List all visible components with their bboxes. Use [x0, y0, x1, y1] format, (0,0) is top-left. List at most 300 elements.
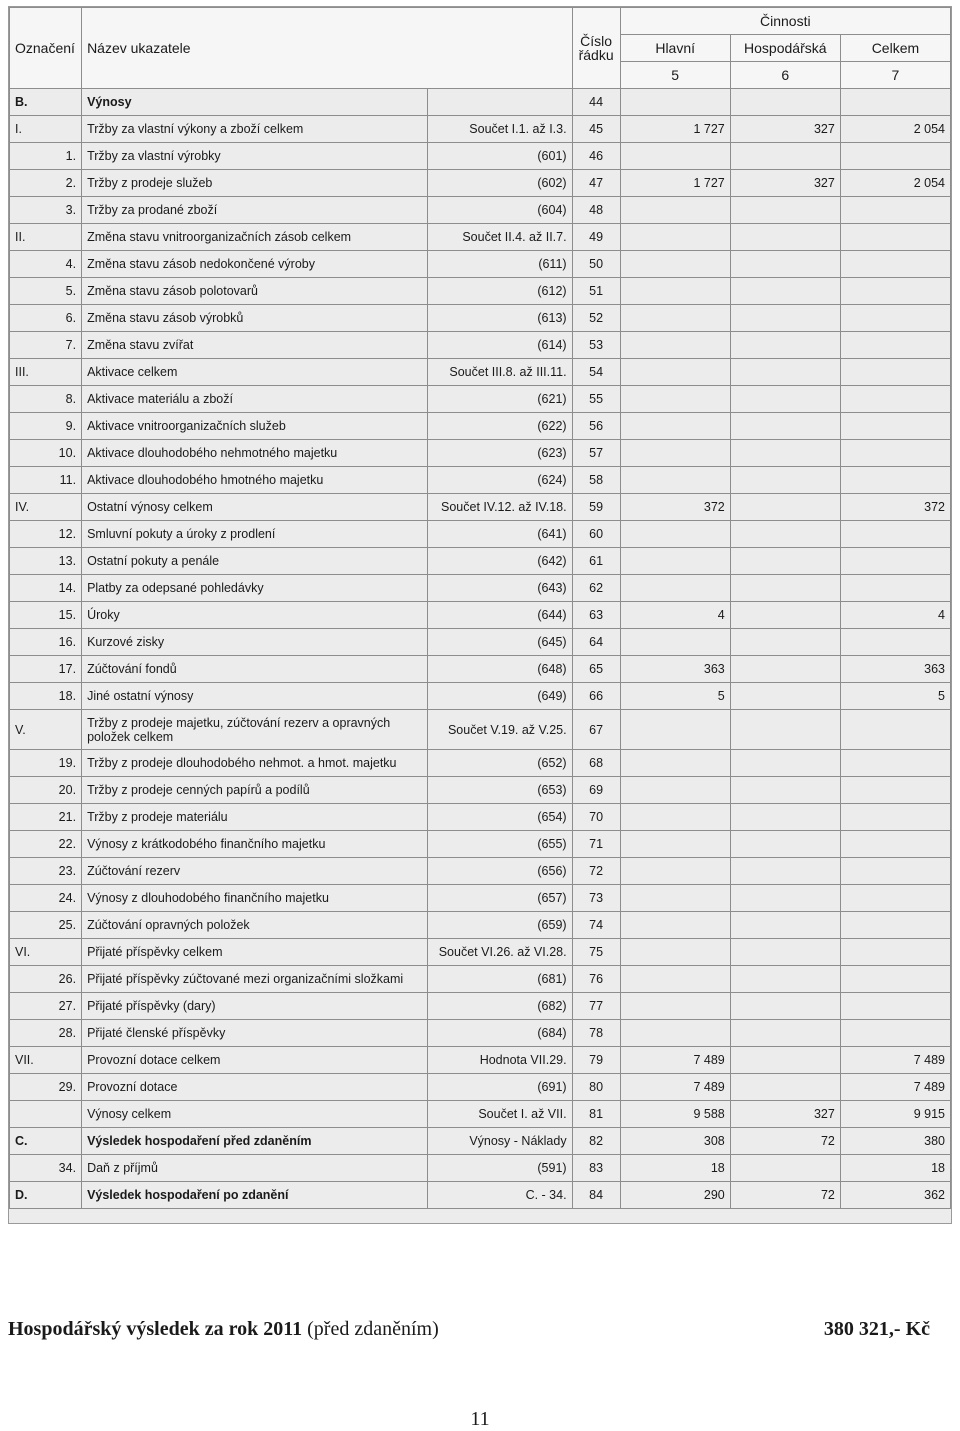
- row-designation: 15.: [10, 602, 82, 629]
- row-designation: 22.: [10, 831, 82, 858]
- table-row: [10, 993, 951, 1020]
- row-name: Změna stavu vnitroorganizačních zásob celkem: [82, 224, 428, 251]
- row-value-hlavni: [620, 89, 730, 116]
- row-value-hospodarska: 72: [730, 1182, 840, 1209]
- row-value-hospodarska: [730, 89, 840, 116]
- row-formula: (611): [428, 251, 572, 278]
- table-row: [10, 170, 951, 197]
- row-designation: 5.: [10, 278, 82, 305]
- row-value-celkem: [840, 777, 950, 804]
- row-line-number: 49: [572, 224, 620, 251]
- row-line-number: 78: [572, 1020, 620, 1047]
- row-formula: (624): [428, 467, 572, 494]
- row-value-celkem: [840, 548, 950, 575]
- row-name: Provozní dotace: [82, 1074, 428, 1101]
- row-name: Přijaté příspěvky celkem: [82, 939, 428, 966]
- result-label-note: (před zdaněním): [302, 1318, 439, 1340]
- row-value-hospodarska: [730, 939, 840, 966]
- row-value-hospodarska: [730, 885, 840, 912]
- row-designation: VII.: [10, 1047, 82, 1074]
- row-line-number: 72: [572, 858, 620, 885]
- row-value-hospodarska: [730, 777, 840, 804]
- result-label: [8, 1318, 439, 1341]
- table-row: [10, 116, 951, 143]
- row-formula: (657): [428, 885, 572, 912]
- table-row: [10, 1074, 951, 1101]
- row-formula: Součet IV.12. až IV.18.: [428, 494, 572, 521]
- table-row: [10, 575, 951, 602]
- row-value-hlavni: 308: [620, 1128, 730, 1155]
- row-value-celkem: 2 054: [840, 116, 950, 143]
- row-value-celkem: [840, 332, 950, 359]
- row-value-hospodarska: [730, 386, 840, 413]
- row-name: Tržby z prodeje cenných papírů a podílů: [82, 777, 428, 804]
- row-formula: C. - 34.: [428, 1182, 572, 1209]
- row-name: Tržby z prodeje dlouhodobého nehmot. a hmot. majetku: [82, 750, 428, 777]
- row-line-number: 61: [572, 548, 620, 575]
- row-value-hlavni: 363: [620, 656, 730, 683]
- table-row: [10, 143, 951, 170]
- table-row: [10, 197, 951, 224]
- row-line-number: 84: [572, 1182, 620, 1209]
- row-line-number: 46: [572, 143, 620, 170]
- row-value-celkem: [840, 278, 950, 305]
- row-name: Úroky: [82, 602, 428, 629]
- row-value-hlavni: [620, 750, 730, 777]
- row-designation: 16.: [10, 629, 82, 656]
- table-row: [10, 1128, 951, 1155]
- row-line-number: 52: [572, 305, 620, 332]
- table-row: [10, 804, 951, 831]
- table-row: [10, 89, 951, 116]
- row-value-celkem: [840, 804, 950, 831]
- table-row: [10, 413, 951, 440]
- row-designation: [10, 1101, 82, 1128]
- row-value-celkem: [840, 1020, 950, 1047]
- table-row: [10, 831, 951, 858]
- row-formula: (622): [428, 413, 572, 440]
- row-line-number: 45: [572, 116, 620, 143]
- row-value-hospodarska: [730, 440, 840, 467]
- row-value-hlavni: [620, 359, 730, 386]
- row-name: Výnosy celkem: [82, 1101, 428, 1128]
- row-value-hospodarska: [730, 831, 840, 858]
- row-line-number: 68: [572, 750, 620, 777]
- row-value-hospodarska: [730, 224, 840, 251]
- row-value-hospodarska: [730, 1020, 840, 1047]
- row-value-hospodarska: [730, 710, 840, 750]
- row-designation: 28.: [10, 1020, 82, 1047]
- row-value-hospodarska: [730, 656, 840, 683]
- row-value-hlavni: 18: [620, 1155, 730, 1182]
- row-formula: (643): [428, 575, 572, 602]
- row-formula: (654): [428, 804, 572, 831]
- row-line-number: 54: [572, 359, 620, 386]
- row-name: Tržby z prodeje materiálu: [82, 804, 428, 831]
- row-value-hospodarska: [730, 629, 840, 656]
- row-line-number: 48: [572, 197, 620, 224]
- row-name: Provozní dotace celkem: [82, 1047, 428, 1074]
- row-value-hlavni: [620, 804, 730, 831]
- row-value-hospodarska: [730, 332, 840, 359]
- row-name: Tržby za vlastní výkony a zboží celkem: [82, 116, 428, 143]
- table-row: [10, 710, 951, 750]
- row-line-number: 74: [572, 912, 620, 939]
- row-value-hospodarska: [730, 548, 840, 575]
- row-value-hlavni: [620, 629, 730, 656]
- row-name: Kurzové zisky: [82, 629, 428, 656]
- row-designation: 7.: [10, 332, 82, 359]
- row-formula: (655): [428, 831, 572, 858]
- row-value-hospodarska: 72: [730, 1128, 840, 1155]
- row-formula: (602): [428, 170, 572, 197]
- row-formula: Součet VI.26. až VI.28.: [428, 939, 572, 966]
- col-number-hospodarska: 6: [730, 62, 840, 89]
- table-row: [10, 629, 951, 656]
- row-designation: IV.: [10, 494, 82, 521]
- row-value-celkem: [840, 521, 950, 548]
- row-value-celkem: 363: [840, 656, 950, 683]
- row-value-hlavni: [620, 710, 730, 750]
- table-row: [10, 750, 951, 777]
- scanned-statement: [8, 6, 952, 1224]
- row-designation: VI.: [10, 939, 82, 966]
- row-line-number: 51: [572, 278, 620, 305]
- row-value-celkem: [840, 750, 950, 777]
- row-line-number: 82: [572, 1128, 620, 1155]
- row-name: Přijaté příspěvky (dary): [82, 993, 428, 1020]
- row-designation: 19.: [10, 750, 82, 777]
- row-name: Změna stavu zásob výrobků: [82, 305, 428, 332]
- row-value-hlavni: [620, 521, 730, 548]
- row-name: Jiné ostatní výnosy: [82, 683, 428, 710]
- row-value-hlavni: [620, 143, 730, 170]
- row-value-hospodarska: [730, 966, 840, 993]
- row-name: Přijaté členské příspěvky: [82, 1020, 428, 1047]
- col-header-celkem: Celkem: [840, 35, 950, 62]
- row-value-hospodarska: [730, 494, 840, 521]
- table-row: [10, 939, 951, 966]
- row-name: Změna stavu zvířat: [82, 332, 428, 359]
- row-line-number: 81: [572, 1101, 620, 1128]
- row-designation: 4.: [10, 251, 82, 278]
- table-row: [10, 467, 951, 494]
- row-name: Změna stavu zásob polotovarů: [82, 278, 428, 305]
- row-value-hospodarska: [730, 413, 840, 440]
- row-designation: 26.: [10, 966, 82, 993]
- row-value-hlavni: 9 588: [620, 1101, 730, 1128]
- row-designation: 25.: [10, 912, 82, 939]
- row-value-hospodarska: [730, 143, 840, 170]
- row-formula: Součet I.1. až I.3.: [428, 116, 572, 143]
- table-row: [10, 1155, 951, 1182]
- row-value-celkem: [840, 224, 950, 251]
- result-label-main: Hospodářský výsledek za rok 2011: [8, 1318, 303, 1340]
- row-designation: 9.: [10, 413, 82, 440]
- row-line-number: 70: [572, 804, 620, 831]
- row-formula: (645): [428, 629, 572, 656]
- row-designation: 23.: [10, 858, 82, 885]
- row-value-hlavni: [620, 224, 730, 251]
- row-name: Výnosy z krátkodobého finančního majetku: [82, 831, 428, 858]
- row-formula: (659): [428, 912, 572, 939]
- row-name: Tržby za vlastní výrobky: [82, 143, 428, 170]
- table-row: [10, 966, 951, 993]
- row-formula: (644): [428, 602, 572, 629]
- table-row: [10, 1101, 951, 1128]
- row-designation: V.: [10, 710, 82, 750]
- row-formula: (684): [428, 1020, 572, 1047]
- row-value-hlavni: [620, 831, 730, 858]
- row-value-hlavni: 1 727: [620, 170, 730, 197]
- col-header-cislo-radku: Číslo řádku: [572, 8, 620, 89]
- row-name: Aktivace dlouhodobého nehmotného majetku: [82, 440, 428, 467]
- col-header-nazev: Název ukazatele: [82, 8, 573, 89]
- row-value-celkem: [840, 413, 950, 440]
- row-designation: I.: [10, 116, 82, 143]
- table-row: [10, 386, 951, 413]
- row-value-hospodarska: [730, 993, 840, 1020]
- row-formula: Součet V.19. až V.25.: [428, 710, 572, 750]
- row-value-celkem: [840, 575, 950, 602]
- row-value-hlavni: [620, 858, 730, 885]
- row-line-number: 47: [572, 170, 620, 197]
- row-designation: II.: [10, 224, 82, 251]
- row-line-number: 57: [572, 440, 620, 467]
- row-designation: 3.: [10, 197, 82, 224]
- table-row: [10, 885, 951, 912]
- row-name: Výnosy: [82, 89, 428, 116]
- row-value-celkem: [840, 858, 950, 885]
- row-value-hospodarska: [730, 750, 840, 777]
- row-line-number: 79: [572, 1047, 620, 1074]
- row-designation: 21.: [10, 804, 82, 831]
- row-name: Aktivace materiálu a zboží: [82, 386, 428, 413]
- row-line-number: 69: [572, 777, 620, 804]
- table-row: [10, 494, 951, 521]
- row-value-celkem: 18: [840, 1155, 950, 1182]
- row-name: Výsledek hospodaření před zdaněním: [82, 1128, 428, 1155]
- row-value-hospodarska: [730, 278, 840, 305]
- row-value-celkem: 4: [840, 602, 950, 629]
- row-value-celkem: [840, 993, 950, 1020]
- row-name: Aktivace dlouhodobého hmotného majetku: [82, 467, 428, 494]
- row-value-celkem: [840, 440, 950, 467]
- row-value-hlavni: 7 489: [620, 1047, 730, 1074]
- row-name: Výnosy z dlouhodobého finančního majetku: [82, 885, 428, 912]
- row-value-celkem: 372: [840, 494, 950, 521]
- row-line-number: 60: [572, 521, 620, 548]
- row-value-hlavni: 290: [620, 1182, 730, 1209]
- table-row: [10, 251, 951, 278]
- row-name: Platby za odepsané pohledávky: [82, 575, 428, 602]
- table-row: [10, 602, 951, 629]
- table-row: [10, 656, 951, 683]
- row-value-hlavni: [620, 305, 730, 332]
- row-line-number: 67: [572, 710, 620, 750]
- row-value-celkem: 2 054: [840, 170, 950, 197]
- row-designation: 1.: [10, 143, 82, 170]
- table-body: [10, 89, 951, 1209]
- col-number-celkem: 7: [840, 62, 950, 89]
- row-value-hlavni: [620, 440, 730, 467]
- row-formula: Hodnota VII.29.: [428, 1047, 572, 1074]
- row-line-number: 55: [572, 386, 620, 413]
- row-value-hlavni: [620, 197, 730, 224]
- row-designation: 24.: [10, 885, 82, 912]
- row-line-number: 64: [572, 629, 620, 656]
- row-value-hlavni: [620, 251, 730, 278]
- row-designation: 6.: [10, 305, 82, 332]
- table-row: [10, 440, 951, 467]
- row-designation: 8.: [10, 386, 82, 413]
- row-formula: (621): [428, 386, 572, 413]
- row-value-celkem: 380: [840, 1128, 950, 1155]
- row-name: Změna stavu zásob nedokončené výroby: [82, 251, 428, 278]
- page-number: 11: [470, 1408, 490, 1430]
- row-value-hospodarska: [730, 467, 840, 494]
- row-designation: 18.: [10, 683, 82, 710]
- row-formula: (652): [428, 750, 572, 777]
- row-name: Zúčtování opravných položek: [82, 912, 428, 939]
- table-row: [10, 548, 951, 575]
- row-designation: III.: [10, 359, 82, 386]
- row-value-hospodarska: 327: [730, 116, 840, 143]
- row-value-celkem: 362: [840, 1182, 950, 1209]
- table-row: [10, 912, 951, 939]
- row-designation: 2.: [10, 170, 82, 197]
- row-designation: 12.: [10, 521, 82, 548]
- table-row: [10, 278, 951, 305]
- row-designation: 13.: [10, 548, 82, 575]
- row-value-celkem: 9 915: [840, 1101, 950, 1128]
- col-header-cinnosti: Činnosti: [620, 8, 950, 35]
- row-value-hlavni: [620, 575, 730, 602]
- row-name: Výsledek hospodaření po zdanění: [82, 1182, 428, 1209]
- row-value-hospodarska: [730, 602, 840, 629]
- row-designation: C.: [10, 1128, 82, 1155]
- col-header-hlavni: Hlavní: [620, 35, 730, 62]
- row-value-celkem: 5: [840, 683, 950, 710]
- table-row: [10, 1047, 951, 1074]
- row-designation: 34.: [10, 1155, 82, 1182]
- row-value-hlavni: [620, 548, 730, 575]
- row-formula: (642): [428, 548, 572, 575]
- row-value-hlavni: [620, 777, 730, 804]
- row-formula: (641): [428, 521, 572, 548]
- col-header-oznaceni: Označení: [10, 8, 82, 89]
- row-value-hlavni: [620, 386, 730, 413]
- row-name: Tržby z prodeje majetku, zúčtování rezerv a opravných položek celkem: [82, 710, 428, 750]
- row-line-number: 71: [572, 831, 620, 858]
- row-formula: Výnosy - Náklady: [428, 1128, 572, 1155]
- row-value-hospodarska: [730, 804, 840, 831]
- row-line-number: 58: [572, 467, 620, 494]
- income-statement-table: [9, 7, 951, 1209]
- row-name: Přijaté příspěvky zúčtované mezi organizačními složkami: [82, 966, 428, 993]
- row-value-celkem: [840, 251, 950, 278]
- row-value-hlavni: [620, 993, 730, 1020]
- row-formula: (681): [428, 966, 572, 993]
- row-formula: Součet III.8. až III.11.: [428, 359, 572, 386]
- row-value-hlavni: [620, 885, 730, 912]
- row-line-number: 44: [572, 89, 620, 116]
- row-value-hospodarska: [730, 359, 840, 386]
- row-value-hospodarska: [730, 251, 840, 278]
- row-designation: 29.: [10, 1074, 82, 1101]
- row-value-hlavni: 372: [620, 494, 730, 521]
- row-value-celkem: [840, 831, 950, 858]
- row-formula: (648): [428, 656, 572, 683]
- row-designation: 20.: [10, 777, 82, 804]
- row-name: Aktivace vnitroorganizačních služeb: [82, 413, 428, 440]
- row-name: Tržby za prodané zboží: [82, 197, 428, 224]
- row-name: Smluvní pokuty a úroky z prodlení: [82, 521, 428, 548]
- row-designation: 11.: [10, 467, 82, 494]
- row-line-number: 75: [572, 939, 620, 966]
- row-line-number: 65: [572, 656, 620, 683]
- row-value-celkem: 7 489: [840, 1047, 950, 1074]
- row-value-hlavni: [620, 278, 730, 305]
- row-formula: (691): [428, 1074, 572, 1101]
- row-name: Daň z příjmů: [82, 1155, 428, 1182]
- row-formula: (653): [428, 777, 572, 804]
- row-value-celkem: [840, 305, 950, 332]
- row-designation: 17.: [10, 656, 82, 683]
- table-row: [10, 683, 951, 710]
- row-value-celkem: [840, 359, 950, 386]
- row-line-number: 80: [572, 1074, 620, 1101]
- row-value-hospodarska: [730, 1047, 840, 1074]
- row-value-celkem: [840, 143, 950, 170]
- row-value-hospodarska: [730, 521, 840, 548]
- table-row: [10, 858, 951, 885]
- row-line-number: 56: [572, 413, 620, 440]
- table-row: [10, 521, 951, 548]
- row-formula: (612): [428, 278, 572, 305]
- row-line-number: 73: [572, 885, 620, 912]
- row-value-hospodarska: [730, 575, 840, 602]
- col-header-hospodarska: Hospodářská: [730, 35, 840, 62]
- row-formula: (623): [428, 440, 572, 467]
- row-formula: Součet I. až VII.: [428, 1101, 572, 1128]
- row-value-celkem: [840, 629, 950, 656]
- table-row: [10, 1182, 951, 1209]
- row-value-hlavni: 5: [620, 683, 730, 710]
- row-value-celkem: [840, 912, 950, 939]
- row-formula: (613): [428, 305, 572, 332]
- row-formula: (604): [428, 197, 572, 224]
- row-value-celkem: [840, 197, 950, 224]
- row-line-number: 66: [572, 683, 620, 710]
- row-value-hospodarska: [730, 1155, 840, 1182]
- row-name: Zúčtování fondů: [82, 656, 428, 683]
- table-row: [10, 224, 951, 251]
- row-formula: (656): [428, 858, 572, 885]
- table-row: [10, 777, 951, 804]
- row-line-number: 76: [572, 966, 620, 993]
- row-value-hlavni: 4: [620, 602, 730, 629]
- row-name: Ostatní pokuty a penále: [82, 548, 428, 575]
- table-row: [10, 1020, 951, 1047]
- row-value-hospodarska: 327: [730, 170, 840, 197]
- row-value-hlavni: [620, 1020, 730, 1047]
- row-value-hlavni: 7 489: [620, 1074, 730, 1101]
- row-value-hospodarska: [730, 858, 840, 885]
- result-summary: [8, 1318, 952, 1346]
- row-line-number: 59: [572, 494, 620, 521]
- row-designation: 27.: [10, 993, 82, 1020]
